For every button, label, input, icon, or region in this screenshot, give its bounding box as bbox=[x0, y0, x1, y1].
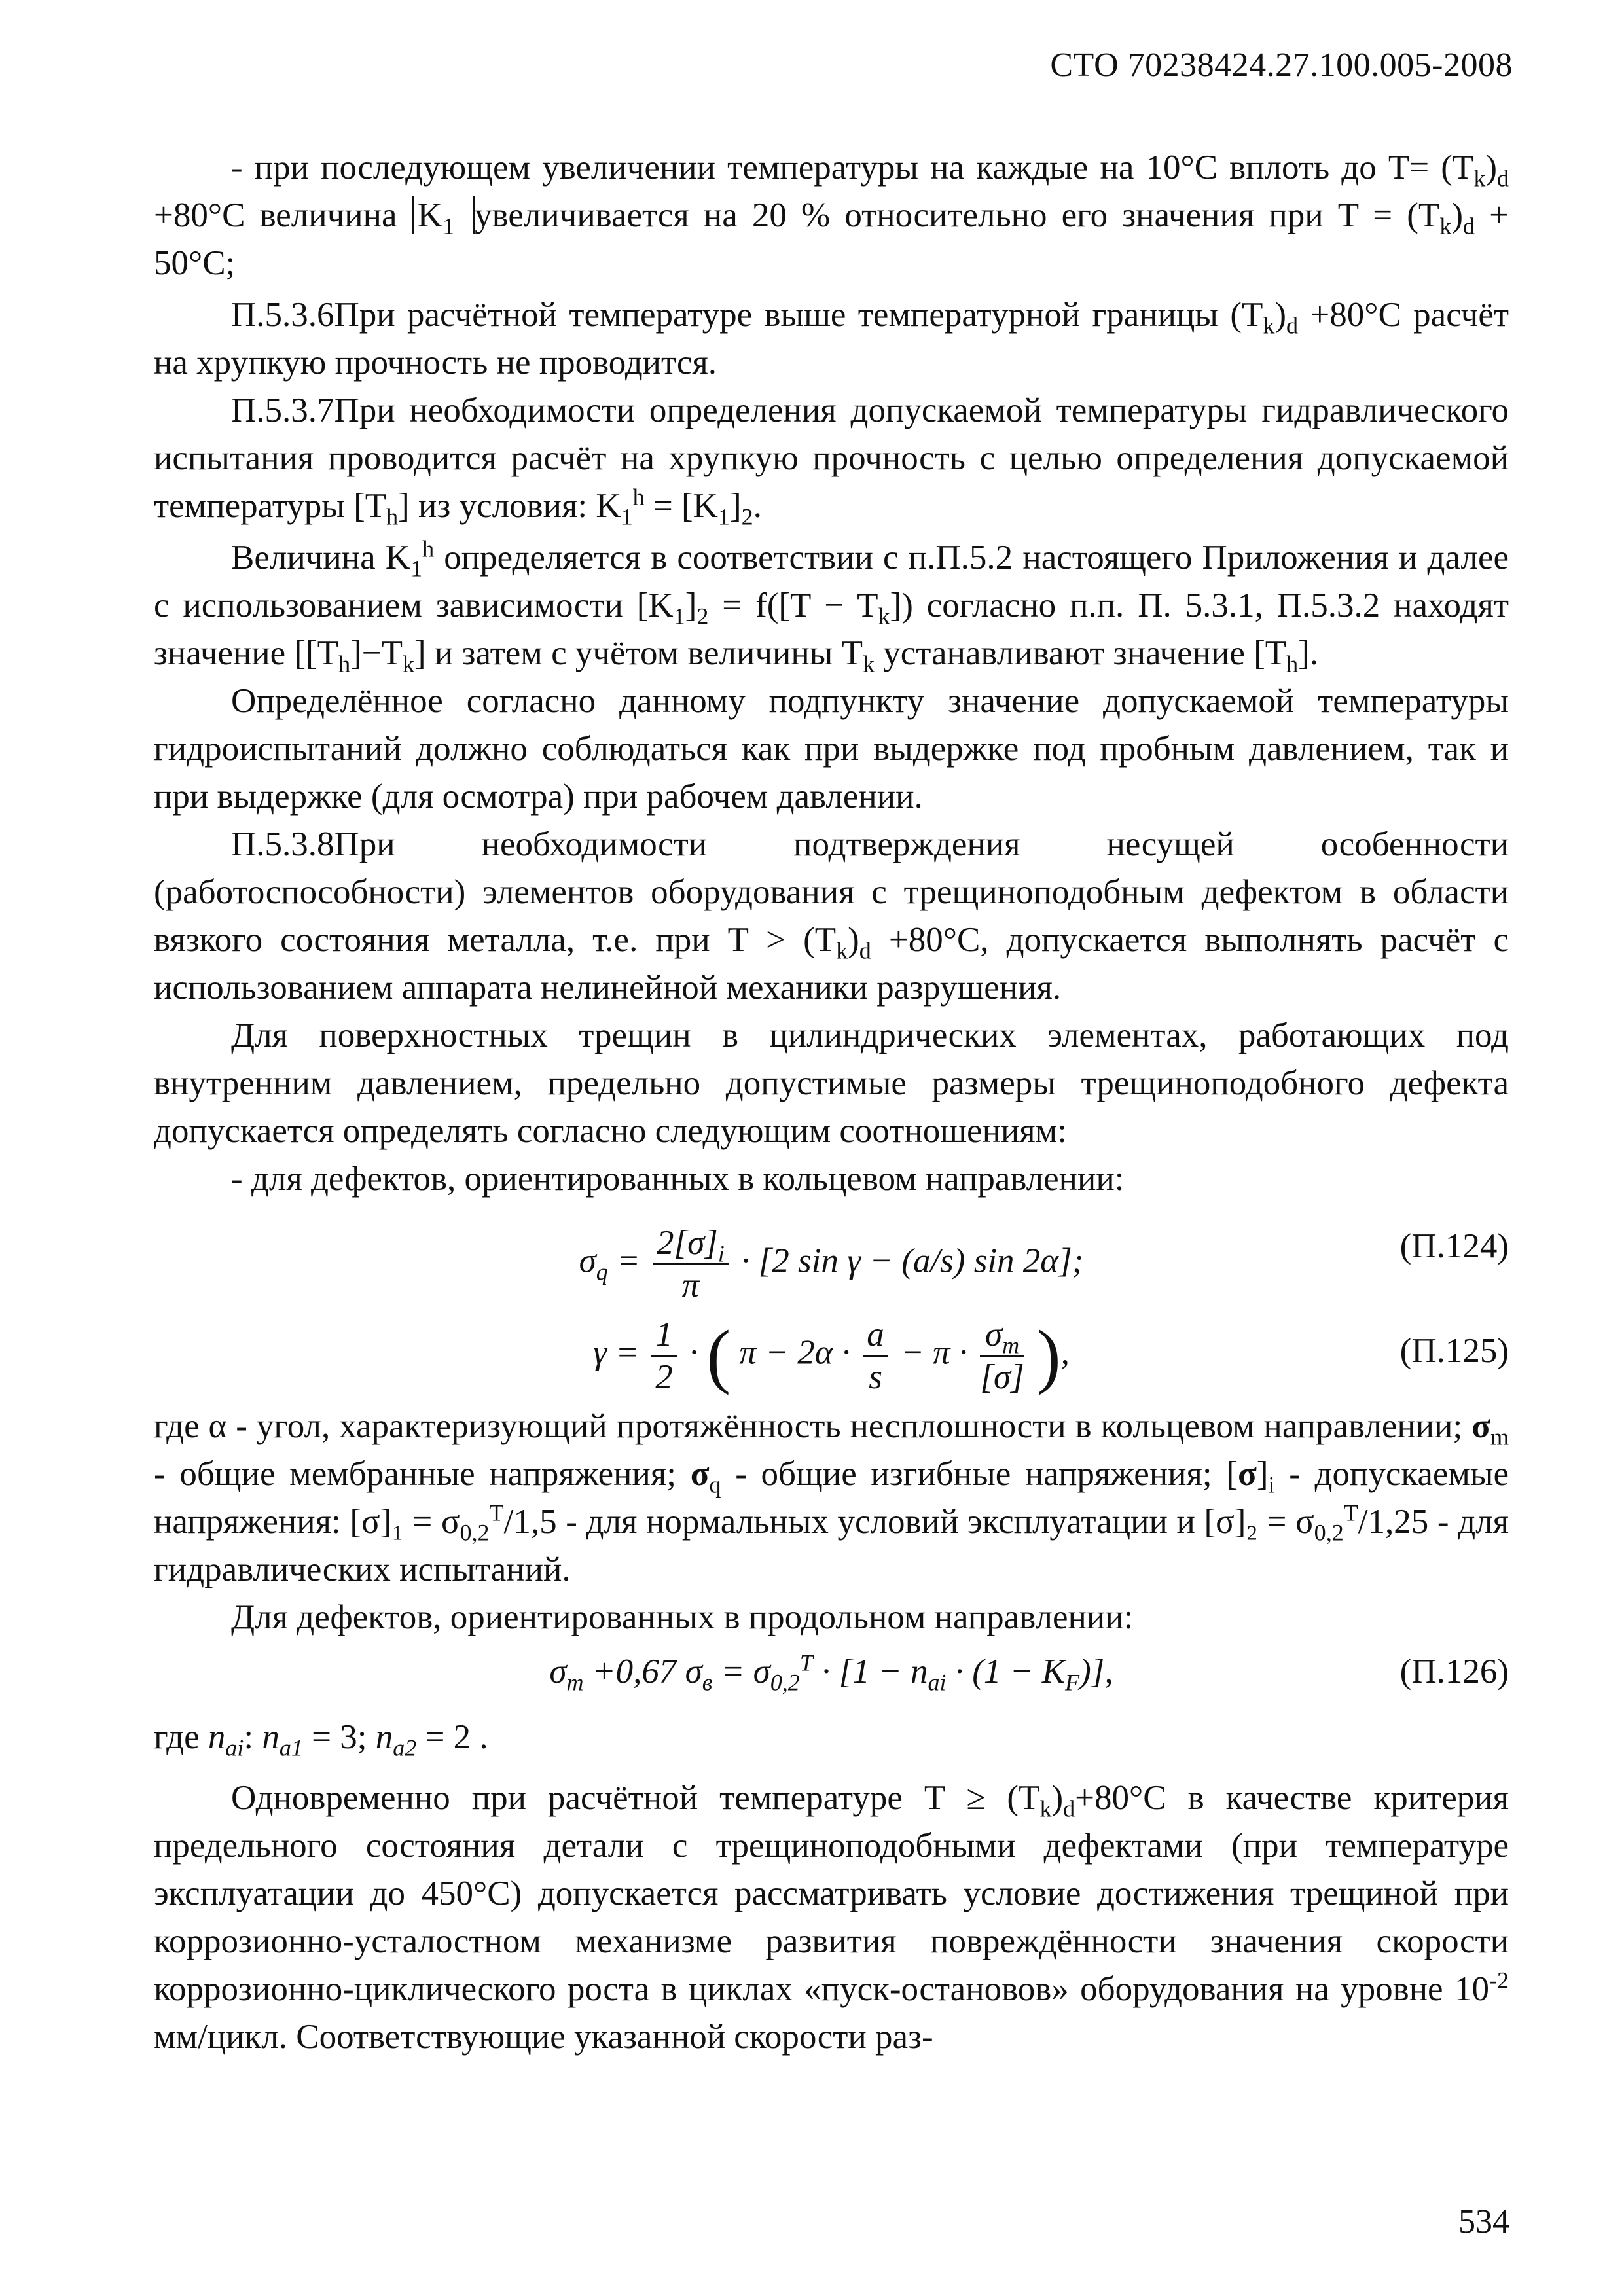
equation-p125-formula: γ = $\frac{1}{2}$ · ( π − 2α · $\frac{a}{s}$ − π · $\frac{\sigma_m}{[\sigma]}$ ), bbox=[593, 1316, 1070, 1396]
fraction-sigma-m-over-sigma: $\frac{\sigma_m}{[\sigma]}$ bbox=[980, 1316, 1024, 1396]
document-code-header: СТО 70238424.27.100.005-2008 bbox=[1050, 46, 1513, 84]
paragraph-hydrotest-temperature: Определённое согласно данному подпункту значение допускаемой температуры гидроиспытаний должно соблюдаться как при выдержке под пробным давлением, так и при выдержке (для осмотра) при рабочем давлении. bbox=[154, 682, 1509, 816]
paragraph-circumferential: - для дефектов, ориентированных в кольцевом направлении: bbox=[231, 1160, 1125, 1198]
fraction-a-over-s: $\frac{a}{s}$ bbox=[863, 1314, 888, 1397]
paragraph-p538: П.5.3.8При необходимости подтверждения несущей особенности (работоспособности) элементов оборудования с трещиноподобным дефектом в области вязкого состояния металла, т.е. при $T > (T_k)_d +80^\circ С$, допускается выполнять расчёт с использованием аппарата нелинейной механики разрушения. bbox=[154, 825, 1509, 1007]
paragraph-p536: П.5.3.6При расчётной температуре выше температурной границы $(T_k)_d +80^\circ С$ расчёт на хрупкую прочность не проводится. bbox=[154, 296, 1509, 382]
paragraph-longitudinal: Для дефектов, ориентированных в продольном направлении: bbox=[231, 1598, 1134, 1636]
paragraph-k1h: Величина $K_1^h$ определяется в соответствии с п.П.5.2 настоящего Приложения и далее с использованием зависимости $[K_1]_2 = f([T - T_k])$ согласно п.п. П. 5.3.1, П.5.3.2 находят значение $[[T_h]-T_k]$ и затем с учётом величины $T_k$ устанавливают значение $[T_h]$. bbox=[154, 535, 1509, 677]
paragraph-temperature-increase: - при последующем увеличении температуры на каждые на 10°С вплоть до $T= (T_k)_d +80^\circ С$ величина $K_1$ увеличивается на 20 % относительно его значения при $T = (T_k)_d + 50^\circ С$; bbox=[154, 149, 1509, 282]
fraction-one-half: $\frac{1}{2}$ bbox=[651, 1314, 677, 1397]
equation-number-p124: (П.124) bbox=[1399, 1227, 1509, 1265]
equation-p126 bbox=[154, 1641, 1509, 1713]
paragraph-surface-cracks: Для поверхностных трещин в цилиндрических элементах, работающих под внутренним давлением, предельно допустимые размеры трещиноподобного дефекта допускается определять согласно следующим соотношениям: bbox=[154, 1016, 1509, 1150]
fraction-2sigma-over-pi: $\frac{2[\sigma]_i}{\pi}$ bbox=[653, 1223, 729, 1306]
paragraph-p537: П.5.3.7При необходимости определения допускаемой температуры гидравлического испытания проводится расчёт на хрупкую прочность с целью определения допускаемой температуры $[T_h]$ из условия: $K_1^h = [K_1]_2$. bbox=[154, 391, 1509, 530]
page-number: 534 bbox=[1458, 2203, 1509, 2240]
equation-p126-formula: $\sigma_m +0,67$ $\sigma_в = \sigma_{0,2}^T \cdot [1 - n_{ai} \cdot (1 - K_F)]$, bbox=[549, 1649, 1113, 1696]
paragraph-where-alpha: где α - угол, характеризующий протяжённость несплошности в кольцевом направлении; $\sigma_m$ - общие мембранные напряжения; $\sigma_q$ - общие изгибные напряжения; $[\sigma]_i$ - допускаемые напряжения: $[\sigma]_1 = \sigma_{0,2}^T/1,5$ - для нормальных условий эксплуатации и $[\sigma]_2 = \sigma_{0,2}^T/1,25$ - для гидравлических испытаний. bbox=[154, 1407, 1509, 1588]
equation-p124-formula: $\sigma_q$ = $\frac{2[\sigma]_i}{\pi}$ · [2 sin γ − (a/s) sin 2α]; bbox=[579, 1224, 1084, 1304]
paragraph-corrosion-fatigue: Одновременно при расчётной температуре $T \ge (T_k)_d+80^\circ С$ в качестве критерия предельного состояния детали с трещиноподобными дефектами (при температуре эксплуатации до 450°С) допускается рассматривать условие достижения трещиной при коррозионно-усталостном механизме развития повреждённости значения скорости коррозионно-циклического роста в циклах «пуск-остановов» оборудования на уровне $10^{-2}$ мм/цикл. Соответствующие указанной скорости раз- bbox=[154, 1779, 1509, 2056]
equation-number-p125: (П.125) bbox=[1399, 1332, 1509, 1370]
page-body bbox=[154, 144, 1509, 2061]
equation-p125 bbox=[154, 1298, 1509, 1403]
equation-p124 bbox=[154, 1203, 1509, 1304]
paragraph-where-nai: где $n_{ai}$: $n_{a1} = 3$; $n_{a2} = 2$ . bbox=[154, 1718, 488, 1761]
equation-number-p126: (П.126) bbox=[1399, 1653, 1509, 1691]
